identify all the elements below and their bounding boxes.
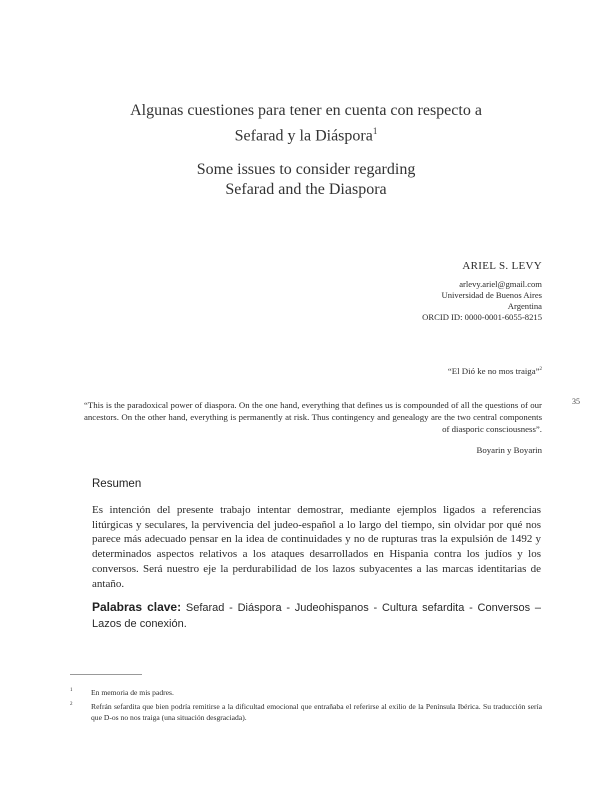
epigraph-2-attribution: Boyarin y Boyarin — [476, 445, 542, 455]
footnote-ref-1[interactable]: 1 — [372, 126, 378, 136]
page-number: 35 — [572, 397, 580, 406]
spanish-title-line-2-text: Sefarad y la Diáspora — [234, 127, 373, 145]
epigraph-1 — [448, 364, 542, 377]
author-country: Argentina — [507, 301, 542, 311]
english-title-line-1: Some issues to consider regarding — [196, 161, 416, 178]
footnote-1-mark: 1 — [70, 688, 73, 693]
footnote-2-text: Refrán sefardita que bien podría remitirse a la dificultad emocional que entrañaba el referirse al exilio de la Península Ibérica. Su traducción sería que D-os no nos traiga (una situación desgraciada). — [91, 702, 542, 722]
spanish-title-line-2 — [0, 121, 612, 146]
spanish-title-line-1: Algunas cuestiones para tener en cuenta con respecto a — [130, 102, 482, 119]
footnote-divider — [70, 674, 142, 675]
keywords — [92, 599, 541, 632]
epigraph-2: “This is the paradoxical power of diaspora. On the one hand, everything that defines us is compounded of all the questions of our ancestors. On the other hand, everything is permanently at risk. Thus contingency and genealogy are the two central components of diasporic consciousness”. — [84, 400, 542, 434]
author-block — [422, 259, 542, 323]
spanish-title — [0, 101, 612, 146]
footnote-ref-2[interactable]: 2 — [539, 367, 542, 372]
footnote-2-mark: 2 — [70, 702, 73, 707]
author-affiliation: Universidad de Buenos Aires — [441, 290, 542, 300]
abstract-heading: Resumen — [92, 478, 142, 490]
author-orcid: ORCID ID: 0000-0001-6055-8215 — [422, 312, 542, 322]
footnote-1 — [70, 687, 542, 698]
english-title-line-2: Sefarad and the Diaspora — [225, 181, 387, 198]
english-title — [0, 160, 612, 200]
footnote-2 — [70, 701, 542, 723]
keywords-label: Palabras clave: — [92, 600, 182, 614]
author-email[interactable]: arlevy.ariel@gmail.com — [459, 279, 542, 289]
keywords-text: Sefarad - Diáspora - Judeohispanos - Cultura sefardita - Conversos – Lazos de conexión. — [92, 602, 541, 630]
abstract-body: Es intención del presente trabajo intentar demostrar, mediante ejemplos ligados a referencias litúrgicas y seculares, la pervivencia del judeo-español a lo largo del tiempo, sin olvidar por qué nos parece más adecuado pensar en la idea de continuidades y no de rupturas tras la expulsión de 1492 y determinados aspectos relativos a los ataques desarrollados en Hispania contra los judíos y los conversos. Será nuestro eje la perdurabilidad de los lazos subyacentes a las marcas identitarias de antaño. — [92, 504, 541, 590]
footnote-1-text: En memoria de mis padres. — [91, 688, 174, 697]
author-name: ARIEL S. LEVY — [462, 260, 542, 272]
epigraph-1-text: “El Dió ke no mos traiga” — [447, 365, 540, 376]
